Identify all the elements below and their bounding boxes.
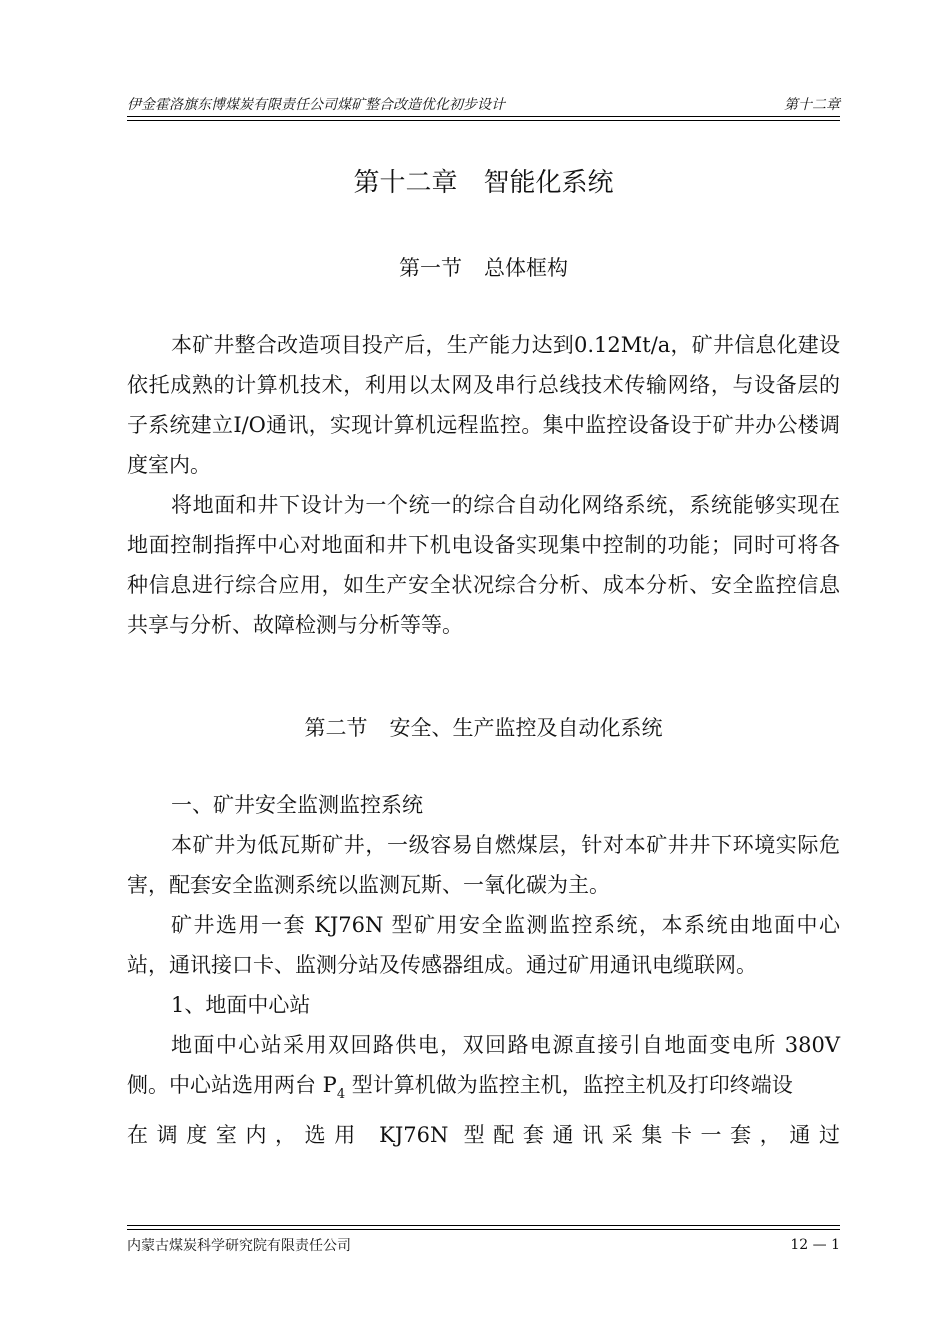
paragraph: 矿井选用一套 KJ76N 型矿用安全监测监控系统，本系统由地面中心站，通讯接口卡、监测分站及传感器组成。通过矿用通讯电缆联网。 [127,913,840,977]
section-number: 第二节 [304,716,368,740]
section-name: 总体框构 [484,256,568,280]
section-2-body [127,785,840,1155]
paragraph: 本矿井为低瓦斯矿井，一级容易自燃煤层，针对本矿井井下环境实际危害，配套安全监测系统以监测瓦斯、一氧化碳为主。 [127,833,840,897]
paragraph-ground-station [127,1025,840,1115]
paragraph: 本矿井整合改造项目投产后，生产能力达到0.12Mt/a，矿井信息化建设依托成熟的计算机技术，利用以太网及串行总线技术传输网络，与设备层的子系统建立I/O通讯，实现计算机远程监控。集中监控设备设于矿井办公楼调度室内。 [127,333,840,477]
section-name: 安全、生产监控及自动化系统 [389,716,663,740]
subheading-safety-monitoring: 一、矿井安全监测监控系统 [171,793,423,817]
header-rule-thick [127,116,840,117]
paragraph: 将地面和井下设计为一个统一的综合自动化网络系统，系统能够实现在地面控制指挥中心对地面和井下机电设备实现集中控制的功能；同时可将各种信息进行综合应用，如生产安全状况综合分析、成本分析、安全监控信息共享与分析、故障检测与分析等等。 [127,493,840,637]
chapter-title: 第十二章 智能化系统 [353,168,614,198]
header-rule-thin [127,120,840,121]
section-1-body [127,325,840,645]
subscript: 4 [336,1087,346,1102]
footer-rule-thin [127,1225,840,1226]
page-footer [127,1234,840,1256]
header-document-title: 伊金霍洛旗东博煤炭有限责任公司煤矿整合改造优化初步设计 [127,97,505,113]
paragraph-text: 地面中心站采用双回路供电，双回路电源直接引自地面变电所 380V侧。中心站选用两台 P [127,1033,840,1097]
header-chapter-label: 第十二章 [784,97,840,113]
section-title-1 [127,252,840,282]
section-title-2 [127,712,840,742]
footer-organization: 内蒙古煤炭科学研究院有限责任公司 [127,1238,351,1254]
paragraph-continued: 在调度室内，选用 KJ76N 型配套通讯采集卡一套，通过 [127,1123,840,1147]
page-number: 12 — 1 [790,1237,840,1253]
subheading-ground-station: 1、地面中心站 [171,993,311,1017]
page-header [127,88,840,114]
section-number: 第一节 [399,256,462,280]
footer-rule-thick [127,1229,840,1230]
paragraph-text: 型计算机做为监控主机，监控主机及打印终端设 [345,1073,793,1097]
